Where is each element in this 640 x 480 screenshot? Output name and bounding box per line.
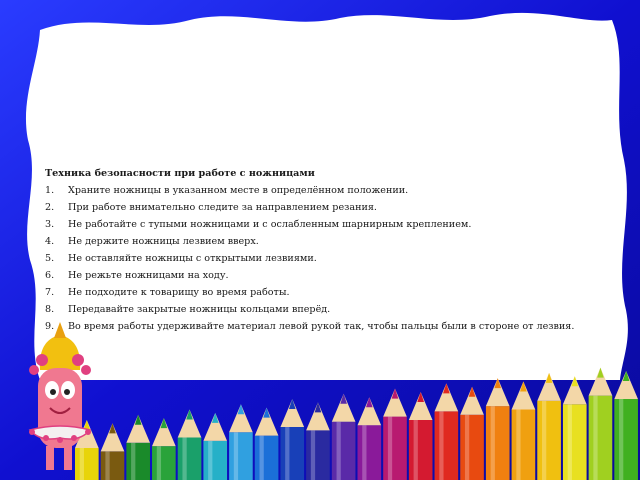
rule-number: 8.	[45, 304, 55, 315]
rule-item	[45, 267, 625, 284]
rule-number: 9.	[45, 321, 55, 332]
rules-list	[45, 182, 625, 335]
rule-item	[45, 250, 625, 267]
rule-text: Не оставляйте ножницы с открытыми лезвиями.	[68, 253, 317, 264]
rule-text: Не подходите к товарищу во время работы.	[68, 287, 290, 298]
rule-number: 1.	[45, 185, 55, 196]
rule-number: 3.	[45, 219, 55, 230]
rule-text: При работе внимательно следите за направлением резания.	[68, 202, 377, 213]
rule-item	[45, 182, 625, 199]
rule-text: Передавайте закрытые ножницы кольцами вперёд.	[68, 304, 331, 315]
rule-number: 5.	[45, 253, 55, 264]
rule-text: Не работайте с тупыми ножницами и с ослабленным шарнирным креплением.	[68, 219, 472, 230]
rule-text: Храните ножницы в указанном месте в определённом положении.	[68, 185, 409, 196]
rule-text: Не держите ножницы лезвием вверх.	[68, 236, 259, 247]
rule-text: Во время работы удерживайте материал левой рукой так, чтобы пальцы были в стороне от лезвия.	[68, 321, 575, 332]
rule-item	[45, 301, 625, 318]
rule-item	[45, 318, 625, 335]
slide-title: Техника безопасности при работе с ножницами	[45, 168, 315, 179]
rule-item	[45, 284, 625, 301]
rule-number: 2.	[45, 202, 55, 213]
rule-number: 4.	[45, 236, 55, 247]
rule-number: 6.	[45, 270, 55, 281]
rule-text: Не режьте ножницами на ходу.	[68, 270, 229, 281]
safety-rules	[45, 165, 625, 335]
rule-item	[45, 216, 625, 233]
rule-item	[45, 199, 625, 216]
rule-number: 7.	[45, 287, 55, 298]
rule-item	[45, 233, 625, 250]
